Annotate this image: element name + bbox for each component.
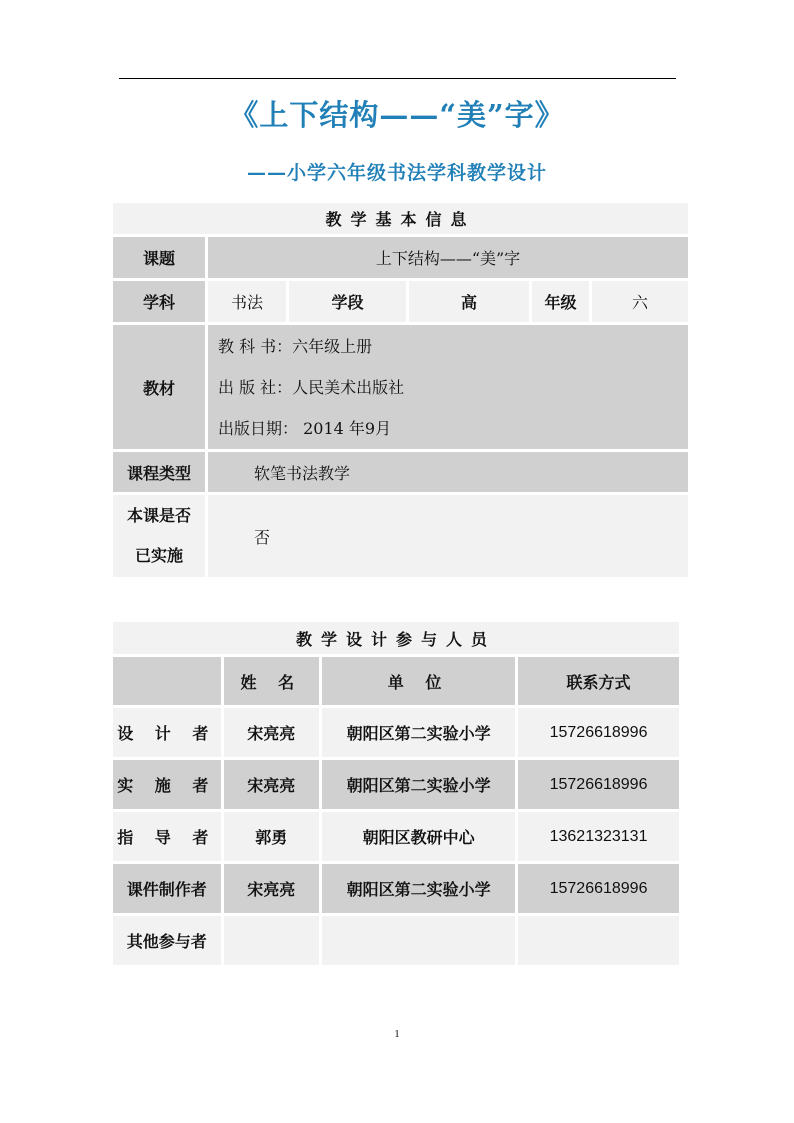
- topic-value: 上下结构——“美”字: [208, 237, 688, 278]
- row-name: [224, 916, 320, 965]
- row-unit: [322, 916, 515, 965]
- subject-value: 书法: [208, 281, 286, 322]
- header-unit: 单 位: [322, 657, 515, 705]
- implemented-label: [113, 495, 205, 577]
- table-row: [113, 760, 679, 809]
- row-phone: 15726618996: [518, 864, 679, 913]
- row-role: 指 导 者: [113, 812, 221, 861]
- course-type-label: 课程类型: [113, 452, 205, 492]
- textbook-line-publisher-book: 教 科 书：六年级上册: [218, 336, 373, 356]
- topic-label: 课题: [113, 237, 205, 278]
- document-subtitle: ——小学六年级书法学科教学设计: [246, 162, 547, 184]
- table-row: [113, 916, 679, 965]
- row-unit: 朝阳区教研中心: [322, 812, 515, 861]
- implemented-label-line2: 已实施: [134, 546, 183, 565]
- table-row: [113, 812, 679, 861]
- document-title: 《上下结构——“美”字》: [229, 98, 565, 132]
- page-number: 1: [394, 1028, 400, 1040]
- header-role: [113, 657, 221, 705]
- row-unit: 朝阳区第二实验小学: [322, 708, 515, 757]
- table-row: [113, 864, 679, 913]
- participants-table: [110, 619, 682, 968]
- row-phone: [518, 916, 679, 965]
- row-unit: 朝阳区第二实验小学: [322, 864, 515, 913]
- row-name: 宋亮亮: [224, 708, 320, 757]
- row-role: 实 施 者: [113, 760, 221, 809]
- header-rule: [119, 78, 676, 79]
- row-role: 其他参与者: [113, 916, 221, 965]
- textbook-label: 教材: [113, 325, 205, 449]
- subject-label: 学科: [113, 281, 205, 322]
- implemented-label-line1: 本课是否: [126, 506, 191, 525]
- row-name: 宋亮亮: [224, 760, 320, 809]
- row-phone: 15726618996: [518, 760, 679, 809]
- row-name: 郭勇: [224, 812, 320, 861]
- grade-label: 年级: [532, 281, 589, 322]
- row-role: 设 计 者: [113, 708, 221, 757]
- implemented-value: 否: [208, 495, 688, 577]
- header-contact: 联系方式: [518, 657, 679, 705]
- stage-value: 高: [409, 281, 529, 322]
- course-type-value: 软笔书法教学: [208, 452, 688, 492]
- row-name: 宋亮亮: [224, 864, 320, 913]
- row-phone: 13621323131: [518, 812, 679, 861]
- textbook-line-date: 出版日期： 2014 年9月: [218, 418, 392, 438]
- row-phone: 15726618996: [518, 708, 679, 757]
- row-role: 课件制作者: [113, 864, 221, 913]
- stage-label: 学段: [289, 281, 406, 322]
- basic-info-section-title: 教学基本信息: [113, 203, 688, 234]
- table-row: [113, 708, 679, 757]
- participants-section-title: 教学设计参与人员: [113, 622, 679, 654]
- header-name: 姓 名: [224, 657, 320, 705]
- textbook-details: [208, 325, 688, 449]
- textbook-line-press: 出 版 社：人民美术出版社: [218, 377, 405, 397]
- row-unit: 朝阳区第二实验小学: [322, 760, 515, 809]
- basic-info-table: [110, 200, 691, 580]
- grade-value: 六: [592, 281, 688, 322]
